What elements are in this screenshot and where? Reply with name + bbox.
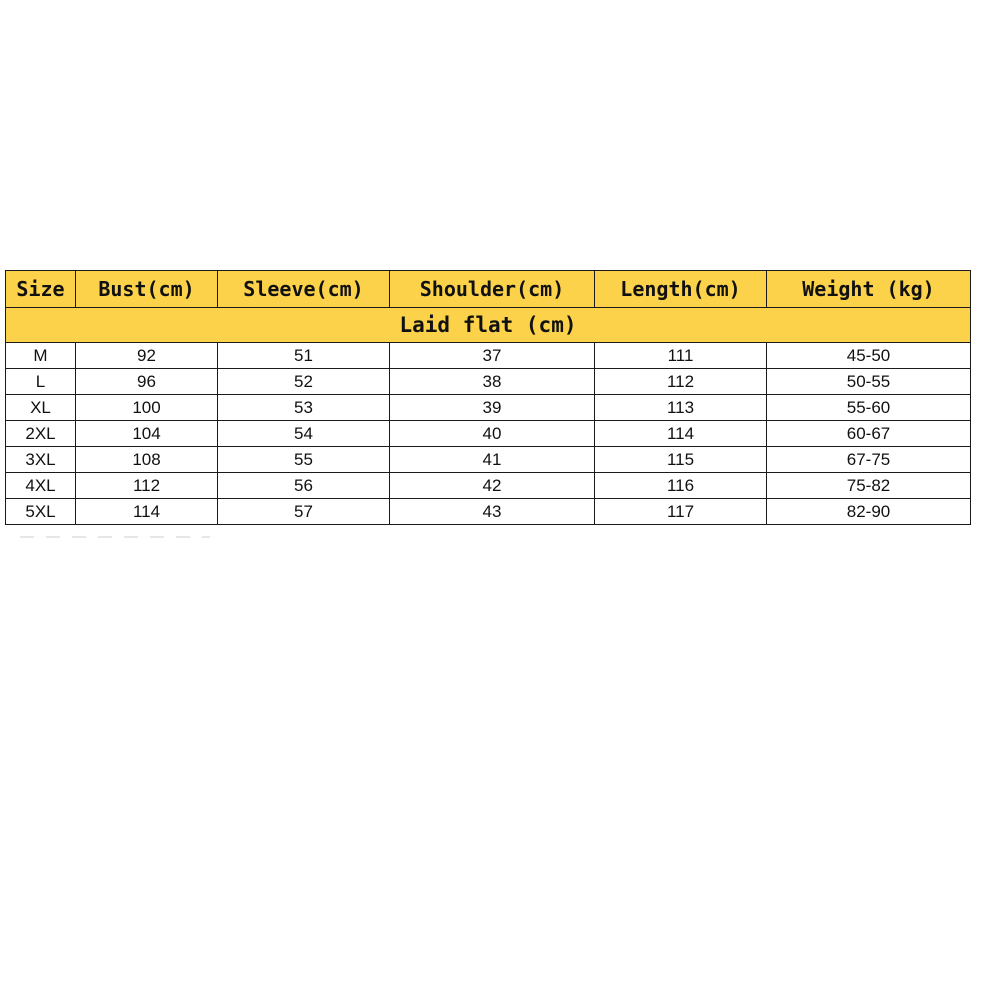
size-cell: 3XL (6, 447, 76, 473)
header-cell: Bust(cm) (76, 271, 218, 308)
value-cell: 60-67 (767, 421, 971, 447)
value-cell: 51 (218, 343, 390, 369)
value-cell: 37 (390, 343, 595, 369)
table-body (6, 343, 971, 525)
value-cell: 50-55 (767, 369, 971, 395)
value-cell: 55 (218, 447, 390, 473)
value-cell: 116 (595, 473, 767, 499)
size-cell: M (6, 343, 76, 369)
laid-flat-note: Laid flat (cm) (6, 308, 971, 343)
size-chart-table (5, 270, 971, 525)
value-cell: 113 (595, 395, 767, 421)
header-cell: Sleeve(cm) (218, 271, 390, 308)
value-cell: 111 (595, 343, 767, 369)
table-row (6, 447, 971, 473)
value-cell: 115 (595, 447, 767, 473)
header-row (6, 271, 971, 308)
value-cell: 114 (595, 421, 767, 447)
value-cell: 40 (390, 421, 595, 447)
header-cell: Weight (kg) (767, 271, 971, 308)
value-cell: 92 (76, 343, 218, 369)
value-cell: 117 (595, 499, 767, 525)
table-row (6, 473, 971, 499)
value-cell: 55-60 (767, 395, 971, 421)
table-row (6, 395, 971, 421)
value-cell: 112 (76, 473, 218, 499)
header-cell: Size (6, 271, 76, 308)
value-cell: 52 (218, 369, 390, 395)
table-row (6, 499, 971, 525)
value-cell: 39 (390, 395, 595, 421)
table-row (6, 369, 971, 395)
value-cell: 43 (390, 499, 595, 525)
value-cell: 54 (218, 421, 390, 447)
value-cell: 41 (390, 447, 595, 473)
value-cell: 104 (76, 421, 218, 447)
value-cell: 57 (218, 499, 390, 525)
value-cell: 45-50 (767, 343, 971, 369)
size-cell: 2XL (6, 421, 76, 447)
value-cell: 75-82 (767, 473, 971, 499)
value-cell: 56 (218, 473, 390, 499)
header-cell: Length(cm) (595, 271, 767, 308)
table-row (6, 343, 971, 369)
size-cell: XL (6, 395, 76, 421)
faint-divider (20, 536, 210, 538)
value-cell: 96 (76, 369, 218, 395)
value-cell: 108 (76, 447, 218, 473)
size-cell: 5XL (6, 499, 76, 525)
header-cell: Shoulder(cm) (390, 271, 595, 308)
subheader-row (6, 308, 971, 343)
table-row (6, 421, 971, 447)
value-cell: 53 (218, 395, 390, 421)
value-cell: 100 (76, 395, 218, 421)
value-cell: 67-75 (767, 447, 971, 473)
size-cell: L (6, 369, 76, 395)
size-cell: 4XL (6, 473, 76, 499)
value-cell: 82-90 (767, 499, 971, 525)
value-cell: 42 (390, 473, 595, 499)
value-cell: 114 (76, 499, 218, 525)
value-cell: 38 (390, 369, 595, 395)
value-cell: 112 (595, 369, 767, 395)
